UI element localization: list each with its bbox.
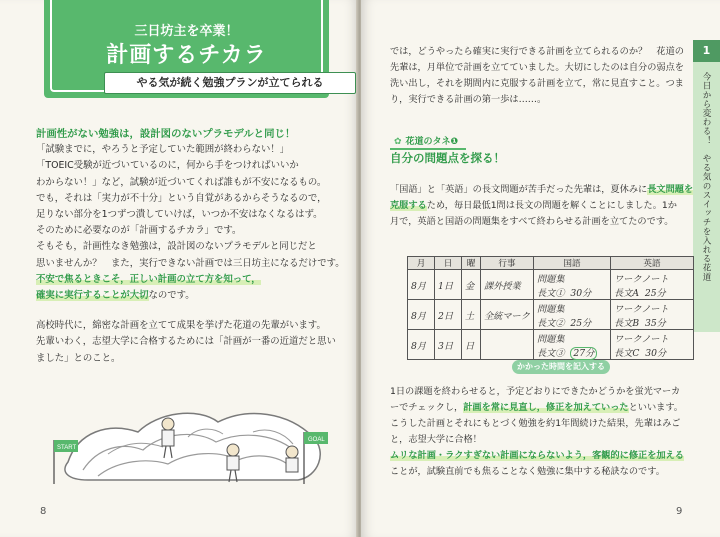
eigo-unit: 長文B — [614, 317, 640, 329]
table-row — [408, 300, 694, 330]
body-line: 高校時代に，綿密な計画を立てて成果を挙げた花道の先輩がいます。 — [36, 320, 326, 332]
emphasis-line — [36, 288, 336, 304]
study-schedule-table — [407, 256, 694, 360]
body-line: 「TOEIC受験が近づいているのに，何から手をつければいいか — [36, 160, 299, 172]
emphasis-text: 確実に実行することが大切 — [36, 290, 149, 302]
eigo-detail — [614, 315, 690, 329]
col-header: 曜 — [462, 257, 481, 270]
page-number-right: 9 — [676, 506, 683, 517]
col-header: 月 — [408, 257, 435, 270]
body-line: 1日の課題を終わらせると，予定どおりにできたかどうかを蛍光マーカ — [390, 386, 681, 397]
body-line: 思いませんか？ また，実行できない計画では三日坊主になるだけです。 — [36, 257, 345, 269]
kokugo-unit: 長文③ — [537, 347, 565, 359]
flag-start-label: START — [57, 445, 77, 451]
emphasis-text: 不安で焦るときこそ，正しい計画の立て方を知って， — [36, 273, 261, 285]
body-text: 「国語」と「英語」の長文問題が苦手だった先輩は，夏休みに — [390, 184, 648, 195]
right-intro — [390, 44, 690, 108]
eigo-unit: 長文A — [614, 287, 640, 299]
cell-eigo — [611, 270, 694, 300]
tip-title: 自分の問題点を探る！ — [390, 151, 505, 165]
kokugo-detail — [537, 315, 607, 329]
right-outro — [390, 384, 690, 480]
left-body — [36, 126, 345, 367]
body-line: 月で，英語と国語の問題集をすべて終わらせる計画を立てたのです。 — [390, 216, 674, 227]
page-number-left: 8 — [40, 506, 47, 517]
chapter-title-box — [44, 0, 329, 98]
body-line — [390, 182, 694, 198]
col-header: 国語 — [534, 257, 611, 270]
body-text: ーでチェックし， — [390, 402, 464, 413]
cell-month: 8月 — [408, 270, 435, 300]
kokugo-time: 25分 — [570, 317, 592, 329]
cell-dow: 金 — [462, 270, 481, 300]
emphasis-line — [390, 448, 690, 464]
tip-body — [390, 182, 694, 230]
cell-event: 課外授業 — [481, 270, 534, 300]
cell-event — [481, 330, 534, 360]
cell-kokugo — [534, 270, 611, 300]
eigo-detail — [614, 285, 690, 299]
cell-kokugo — [534, 330, 611, 360]
kokugo-unit: 長文② — [537, 317, 565, 329]
cell-event: 全統マーク — [481, 300, 534, 330]
cell-month: 8月 — [408, 330, 435, 360]
body-text: ため，毎日最低1問は長文の問題を解くことにしました。1か — [426, 200, 677, 211]
kokugo-book: 問題集 — [537, 333, 565, 345]
eigo-time: 30分 — [645, 347, 667, 359]
cell-day: 3日 — [435, 330, 462, 360]
eigo-detail — [614, 345, 690, 359]
cell-month: 8月 — [408, 300, 435, 330]
kokugo-time: 30分 — [570, 287, 592, 299]
body-line: そもそも，計画性なき勉強は，設計図のないプラモデルと同じだと — [36, 241, 317, 253]
body-line — [390, 198, 690, 214]
flag-goal-label: GOAL — [308, 437, 325, 443]
body-line: 先輩いわく，志望大学に合格するためには「計画が一番の近道だと思い — [36, 336, 336, 348]
body-line: り，実行できる計画の第一歩は……。 — [390, 94, 547, 105]
running-header: 今日から変わる！ やる気のスイッチを入れる花道 — [701, 72, 711, 282]
body-line: と，志望大学に合格！ — [390, 434, 482, 445]
col-header: 英語 — [611, 257, 694, 270]
chapter-tab: 1 — [693, 40, 720, 62]
cell-dow: 土 — [462, 300, 481, 330]
eigo-time: 35分 — [644, 317, 666, 329]
cell-dow: 日 — [462, 330, 481, 360]
section-heading: 計画性がない勉強は，設計図のないプラモデルと同じ！ — [36, 128, 296, 140]
body-line: 足りない部分を1つずつ潰していけば，いつか不安はなくなるはず。 — [36, 209, 323, 221]
kokugo-unit: 長文① — [537, 287, 565, 299]
kokugo-book: 問題集 — [537, 303, 565, 315]
emphasis-line — [36, 272, 336, 288]
tip-label-text: 花道のタネ❶ — [405, 137, 459, 147]
col-header: 日 — [435, 257, 462, 270]
cell-eigo — [611, 330, 694, 360]
body-line: 「試験までに，やろうと予定していた範囲が終わらない！」 — [36, 144, 290, 156]
emphasis-text: ムリな計画・ラクすぎない計画にならないよう，客観的に修正を加える — [390, 450, 684, 461]
eigo-unit: 長文C — [614, 347, 640, 359]
cell-kokugo — [534, 300, 611, 330]
eigo-book: ワークノート — [614, 273, 669, 285]
table-header-row — [408, 257, 694, 270]
body-line: 洗い出し，それを期間内に克服する計画を立て，常に見直すこと。つま — [390, 78, 684, 89]
left-page — [0, 0, 358, 537]
table-row — [408, 330, 694, 360]
emphasis-text: 計画を常に見直し，修正を加えていった — [463, 402, 629, 413]
table-row — [408, 270, 694, 300]
emphasis-text: 克服する — [390, 200, 427, 211]
body-text: といいます。 — [628, 402, 683, 413]
body-line: わからない！」など，試験が近づいてくれば誰もが不安になるもの。 — [36, 176, 327, 188]
emphasis-text: 長文問題を — [647, 184, 694, 195]
maze-illustration — [48, 392, 338, 492]
table-caption: かかった時間を記入する — [512, 360, 610, 374]
body-line: でも，それは「実力が不十分」という自覚があるからそうなるので， — [36, 192, 327, 204]
eigo-time: 25分 — [644, 287, 666, 299]
emphasis-tail: なのです。 — [148, 290, 195, 302]
spacer — [36, 304, 336, 318]
body-line: では，どうやったら確実に実行できる計画を立てられるのか？ 花道の — [390, 46, 684, 57]
chapter-subtitle: 三日坊主を卒業！ — [134, 24, 239, 39]
col-header: 行事 — [481, 257, 534, 270]
kokugo-detail — [537, 345, 607, 359]
cell-eigo — [611, 300, 694, 330]
chapter-tagline: やる気が続く勉強プランが立てられる — [104, 72, 356, 94]
body-line: そのために必要なのが「計画するチカラ」です。 — [36, 225, 242, 237]
cell-day: 1日 — [435, 270, 462, 300]
eigo-book: ワークノート — [614, 333, 669, 345]
chapter-title: 計画するチカラ — [106, 43, 267, 68]
body-line: ました」とのこと。 — [36, 352, 121, 364]
kokugo-book: 問題集 — [537, 273, 565, 285]
gear-icon: ✿ — [394, 137, 402, 147]
body-line: ことが，試験直前でも焦ることなく勉強に集中する秘訣なのです。 — [390, 466, 665, 477]
kokugo-detail — [537, 285, 607, 299]
eigo-book: ワークノート — [614, 303, 669, 315]
kokugo-time: 27分 — [570, 347, 597, 360]
body-line: こうした計画とそれにもとづく勉強を約1年間続けた結果，先輩はみご — [390, 418, 681, 429]
cell-day: 2日 — [435, 300, 462, 330]
tip-label — [390, 134, 466, 150]
body-line: 先輩は，月単位で計画を立てていました。大切にしたのは自分の弱点を — [390, 62, 684, 73]
body-line — [390, 400, 690, 416]
